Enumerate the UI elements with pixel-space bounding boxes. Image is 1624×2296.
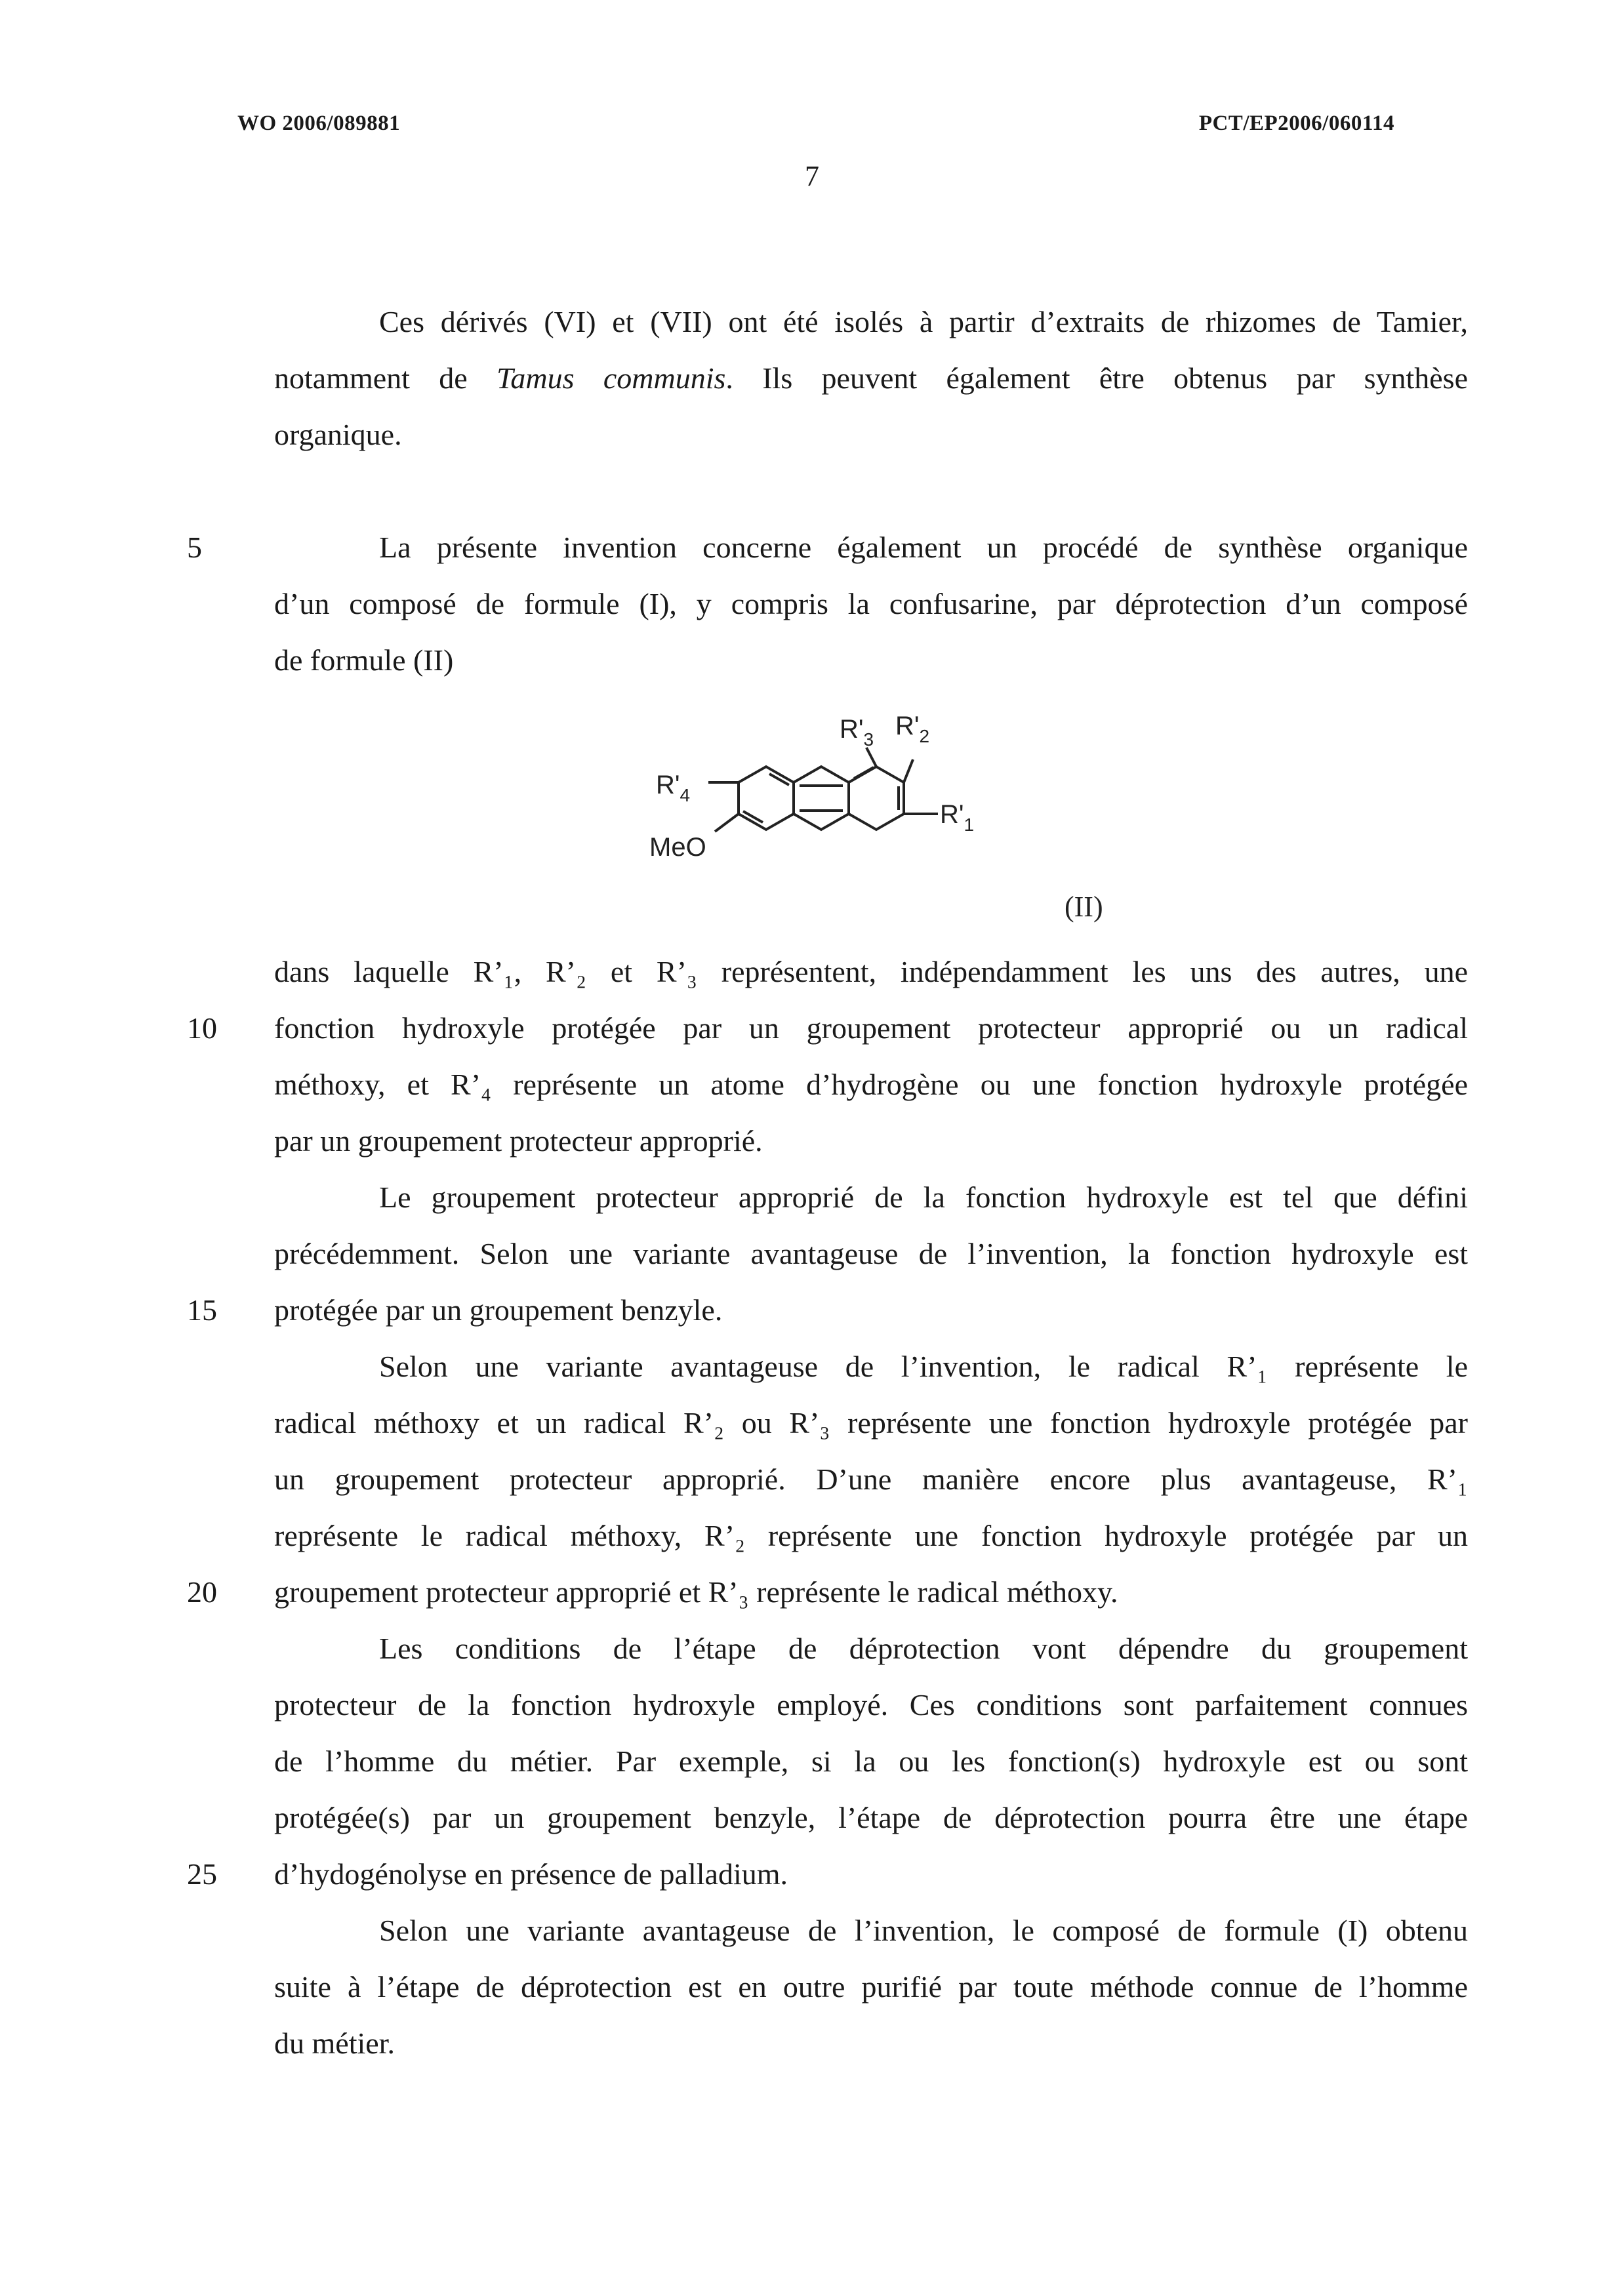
text-line: La présente invention concerne également un procédé de synthèse organique (379, 531, 1468, 564)
paragraph-5 (274, 1339, 1468, 1621)
text-line: par un groupement protecteur approprié. (274, 1124, 763, 1158)
text-line: Les conditions de l’étape de déprotection vont dépendre du groupement (379, 1632, 1468, 1665)
paragraph-3 (274, 944, 1468, 1169)
r3-label: $R'_3$ (840, 715, 874, 750)
text-line: protecteur de la fonction hydroxyle employé. Ces conditions sont parfaitement connues (274, 1688, 1468, 1722)
page-number: 7 (805, 160, 819, 192)
text-line: représente le radical méthoxy, R’₂ représente une fonction hydroxyle protégée par un (274, 1519, 1468, 1552)
methoxy-label: MeO (649, 833, 706, 862)
paragraph-6 (274, 1621, 1468, 1903)
application-number: PCT/EP2006/060114 (1198, 111, 1394, 135)
paragraph-4 (274, 1169, 1468, 1339)
phenanthrene-skeleton (708, 748, 938, 832)
text-line: groupement protecteur approprié et R’₃ représente le radical méthoxy. (274, 1575, 1118, 1609)
text-line: Selon une variante avantageuse de l’invention, le composé de formule (I) obtenu (379, 1914, 1468, 1947)
line-number: 5 (187, 531, 202, 564)
formula-label: (II) (1065, 891, 1103, 923)
line-number: 10 (187, 1011, 217, 1045)
text-line: radical méthoxy et un radical R’₂ ou R’₃ représente une fonction hydroxyle protégée par (274, 1406, 1468, 1440)
text-line: précédemment. Selon une variante avantageuse de l’invention, la fonction hydroxyle est (274, 1237, 1468, 1270)
text-line: protégée par un groupement benzyle. (274, 1293, 723, 1327)
r2-label: $R'_2$ (895, 712, 930, 746)
paragraph-7 (274, 1903, 1468, 2072)
text-span: notamment de (274, 361, 497, 395)
r4-label: $R'_4$ (656, 771, 691, 805)
text-line: de formule (II) (274, 643, 454, 677)
text-line: Le groupement protecteur approprié de la fonction hydroxyle est tel que défini (379, 1180, 1468, 1214)
r1-label: $R'_1$ (940, 800, 975, 835)
paragraph-2 (274, 519, 1468, 689)
line-number: 25 (187, 1857, 217, 1891)
text-line: fonction hydroxyle protégée par un groupement protecteur approprié ou un radical (274, 1011, 1468, 1045)
publication-number: WO 2006/089881 (237, 111, 401, 135)
text-line: Selon une variante avantageuse de l’invention, le radical R’₁ représente le (379, 1350, 1468, 1383)
line-number: 15 (187, 1293, 217, 1327)
text-line: protégée(s) par un groupement benzyle, l’étape de déprotection pourra être une étape (274, 1801, 1468, 1834)
text-line: un groupement protecteur approprié. D’une manière encore plus avantageuse, R’₁ (274, 1462, 1468, 1496)
text-line: dans laquelle R’₁, R’₂ et R’₃ représentent, indépendamment les uns des autres, une (274, 955, 1468, 988)
text-span: . Ils peuvent également être obtenus par synthèse (725, 361, 1468, 395)
text-line: d’un composé de formule (I), y compris la confusarine, par déprotection d’un composé (274, 587, 1468, 620)
species-name: Tamus communis (497, 361, 726, 395)
text-line: de l’homme du métier. Par exemple, si la ou les fonction(s) hydroxyle est ou sont (274, 1744, 1468, 1778)
text-line: du métier. (274, 2026, 395, 2060)
text-line: suite à l’étape de déprotection est en outre purifié par toute méthode connue de l’homme (274, 1970, 1468, 2004)
text-line: Ces dérivés (VI) et (VII) ont été isolés à partir d’extraits de rhizomes de Tamier, (379, 305, 1468, 338)
chemical-structure-formula-ii (617, 689, 1154, 931)
line-number: 20 (187, 1575, 217, 1609)
text-line: méthoxy, et R’₄ représente un atome d’hydrogène ou une fonction hydroxyle protégée (274, 1068, 1468, 1101)
paragraph-1 (274, 294, 1468, 463)
text-line: d’hydogénolyse en présence de palladium. (274, 1857, 788, 1891)
text-line: organique. (274, 418, 402, 451)
text-line (274, 350, 1468, 407)
